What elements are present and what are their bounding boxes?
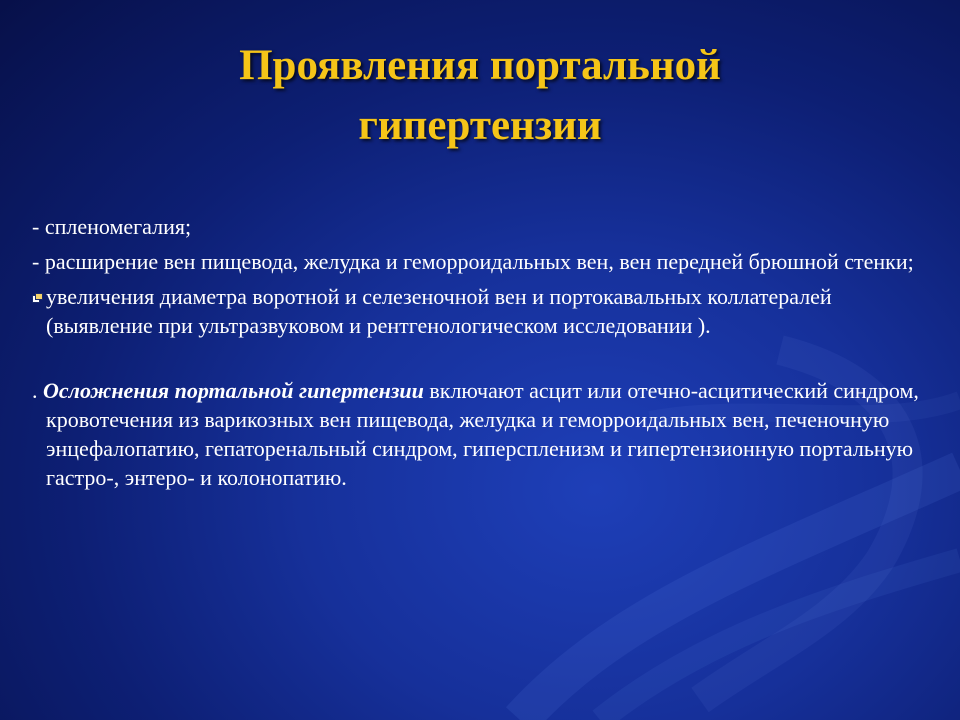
- list-item-portal-vein-diameter: [32, 282, 922, 340]
- slide-title: [40, 36, 920, 156]
- slide-body: [32, 212, 922, 498]
- list-item-prefix: -: [32, 214, 45, 239]
- bullet-box-icon: [32, 293, 43, 303]
- complications-paragraph: [32, 376, 922, 492]
- list-item-text: увеличения диаметра воротной и селезеночной вен и портокавальных коллатералей (выявление при ультразвуковом и рентгенологическом исследовании ).: [46, 284, 832, 338]
- list-item-splenomegaly: [32, 212, 922, 241]
- list-item-text: спленомегалия;: [44, 214, 192, 239]
- slide-title-line-2: гипертензии: [358, 102, 602, 149]
- complications-prefix: .: [32, 378, 43, 403]
- spacer: [32, 346, 922, 376]
- list-item-prefix: -: [32, 249, 45, 274]
- list-item-text: расширение вен пищевода, желудка и геморроидальных вен, вен передней брюшной стенки;: [44, 249, 914, 274]
- complications-term: Осложнения портальной гипертензии: [43, 378, 424, 403]
- complications-text: включают асцит или отечно-асцитический синдром, кровотечения из варикозных вен пищевода, желудка и геморроидальных вен, печеночную энцефалопатию, гепаторенальный синдром, гиперспленизм и гипертензионную портальную гастро-, энтеро- и колонопатию.: [46, 378, 919, 490]
- list-item-vein-dilation: [32, 247, 922, 276]
- slide-title-line-1: Проявления портальной: [239, 42, 721, 89]
